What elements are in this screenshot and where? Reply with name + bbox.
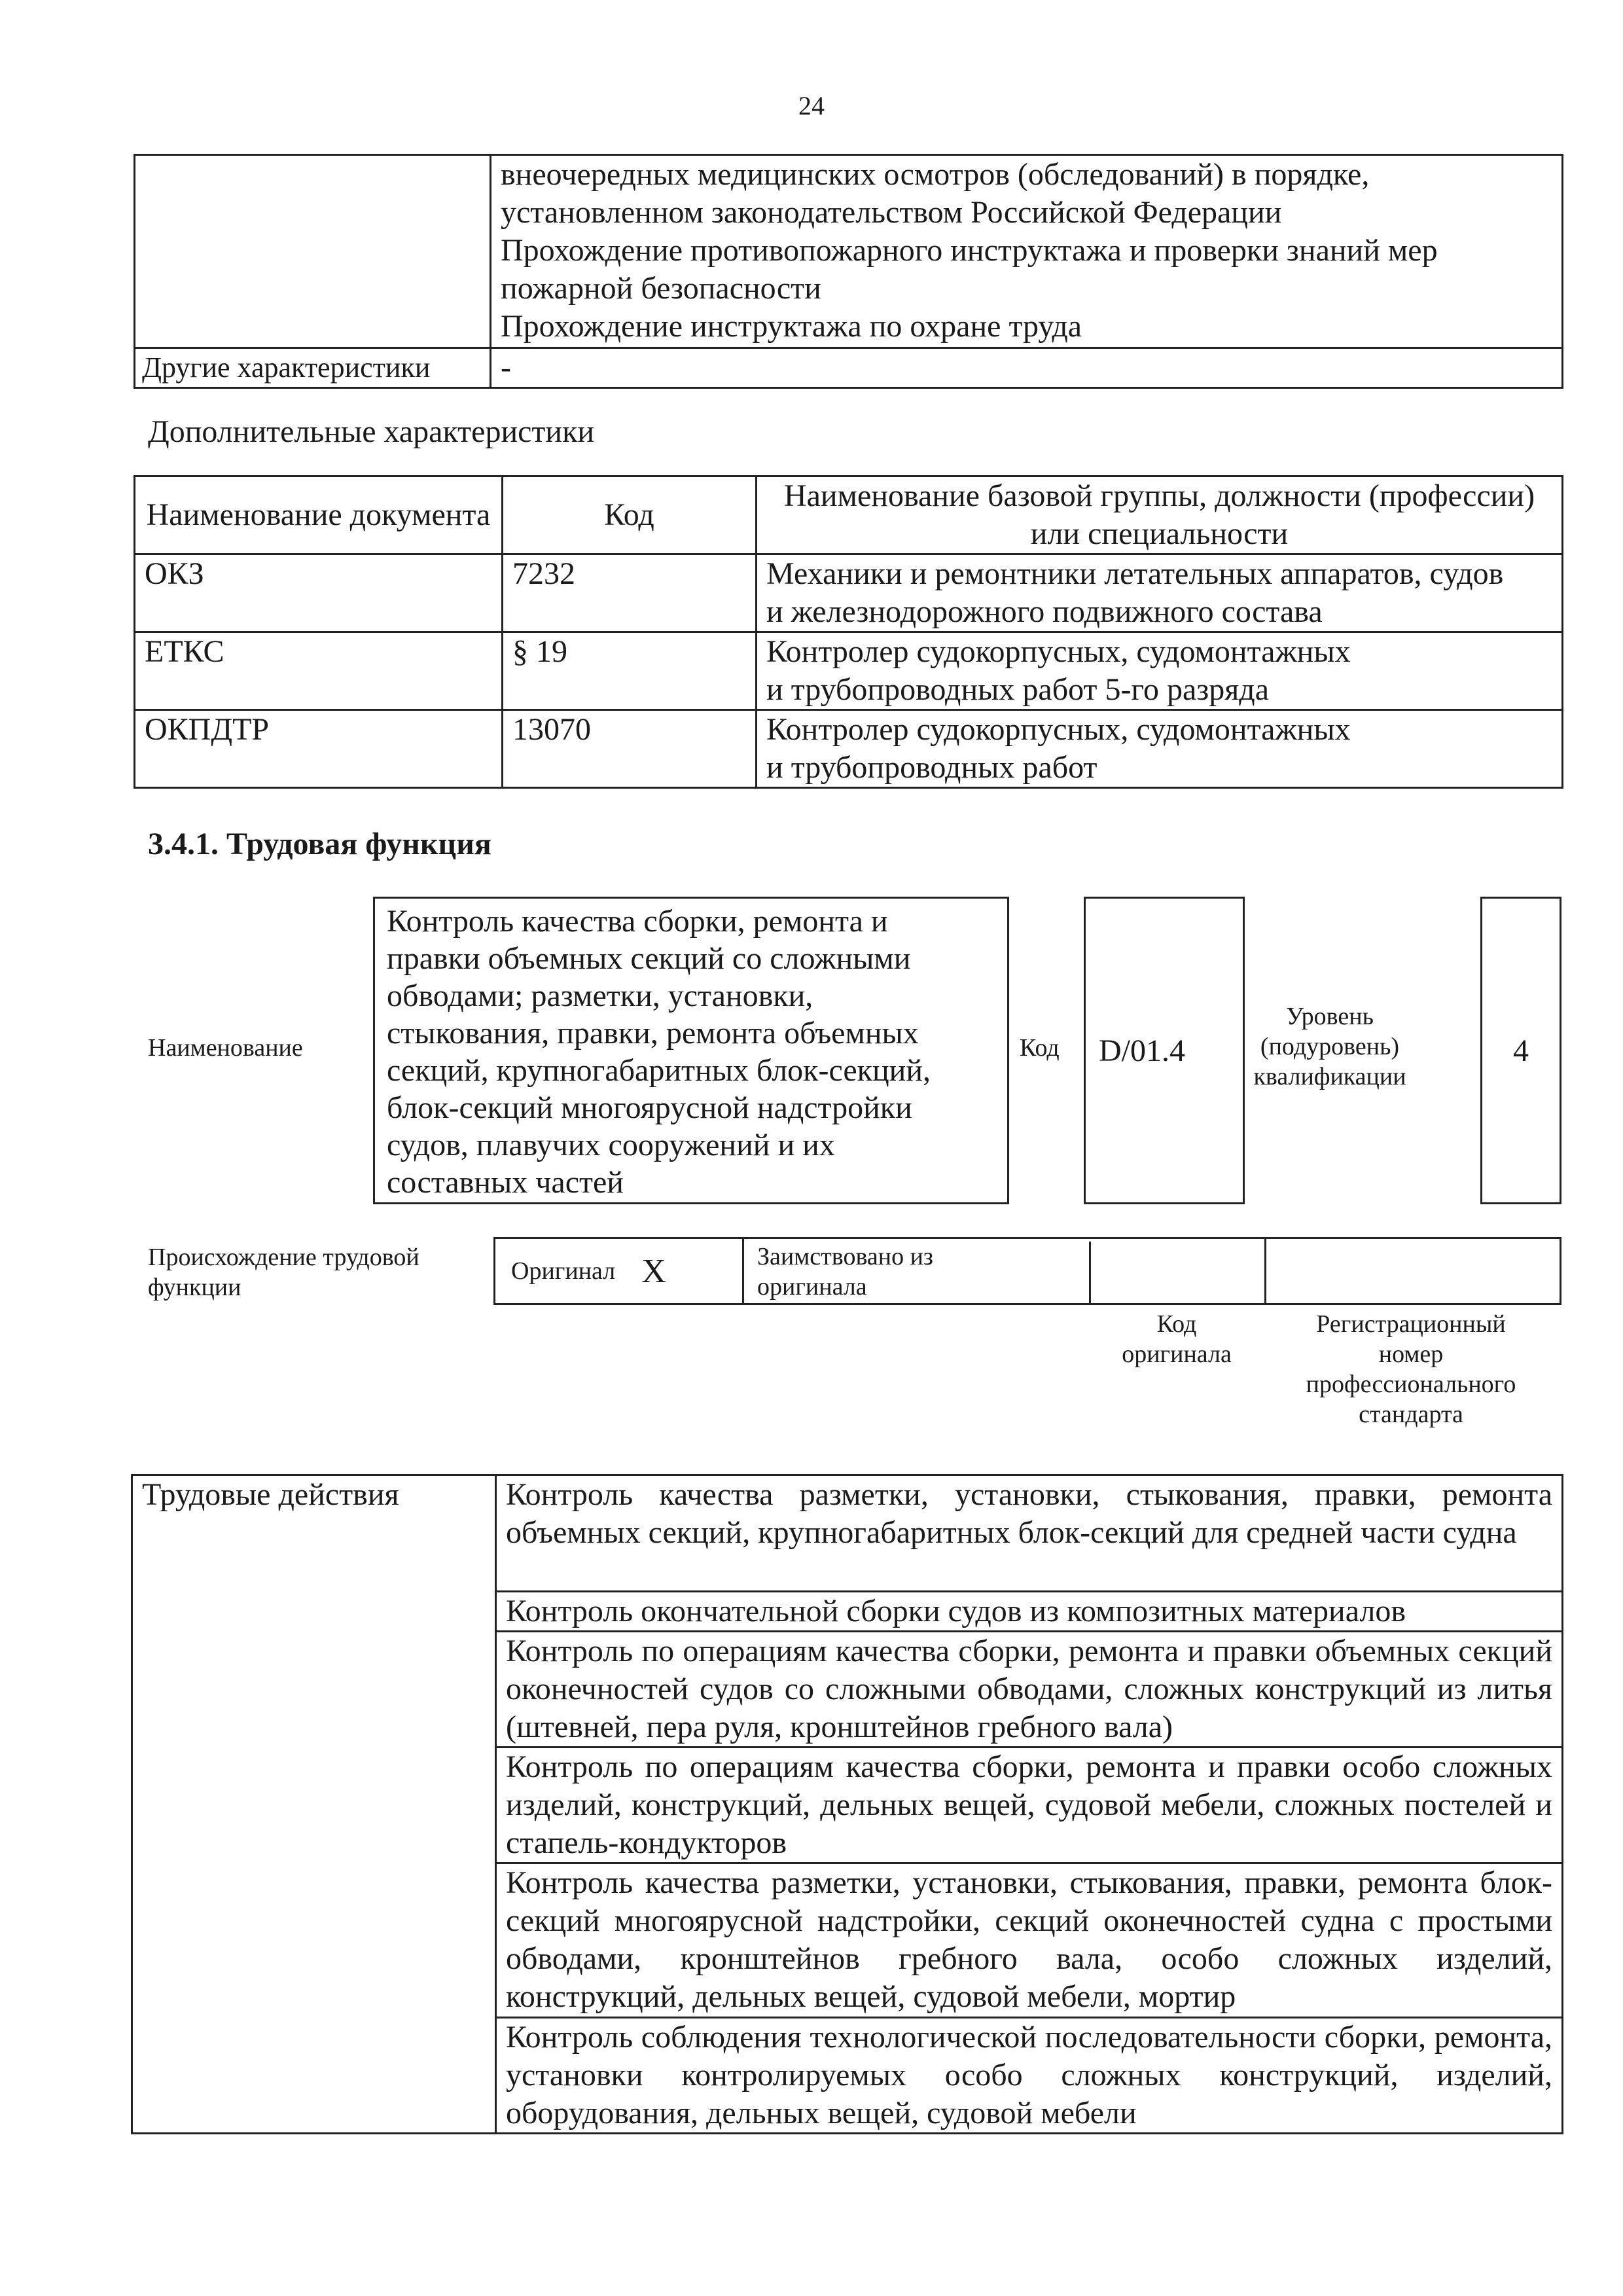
text-line: составных частей	[387, 1165, 624, 1200]
text-line: секций, крупногабаритных блок-секций,	[387, 1053, 931, 1088]
text-line: Прохождение противопожарного инструктажа и проверки знаний мер	[501, 233, 1438, 268]
original-mark: X	[641, 1252, 666, 1290]
section-heading: 3.4.1. Трудовая функция	[148, 827, 491, 861]
table-row	[132, 1475, 1563, 1592]
text-line: правки объемных секций со сложными	[387, 941, 911, 976]
text-line: -	[501, 350, 511, 385]
labor-action-item: Контроль соблюдения технологической последовательности сборки, ремонта, установки контролируемых особо сложных конструкций, изделий, оборудования, дельных вещей, судовой мебели	[496, 2018, 1563, 2134]
text-line: оригинала	[757, 1273, 867, 1300]
cell-group-name	[757, 632, 1563, 710]
labor-action-item: Контроль по операциям качества сборки, ремонта и правки объемных секций оконечностей судов со сложными обводами, сложных конструкций из литья (штевней, пера руля, кронштейнов гребного вала)	[496, 1632, 1563, 1748]
labor-action-item: Контроль по операциям качества сборки, ремонта и правки особо сложных изделий, конструкций, дельных вещей, судовой мебели, сложных постелей и стапель-кондукторов	[496, 1748, 1563, 1863]
header-group-name: Наименование базовой группы, должности (профессии) или специальности	[757, 476, 1563, 554]
function-name-label: Наименование	[148, 1034, 303, 1062]
text-line: функции	[148, 1274, 241, 1301]
text-line: пожарной безопасности	[501, 271, 821, 306]
cell-document: ОКЗ	[135, 554, 503, 632]
table-header-row	[135, 476, 1563, 554]
text-line: (подуровень)	[1260, 1033, 1400, 1060]
table-row	[135, 155, 1563, 348]
function-name-box	[373, 897, 1009, 1204]
text-line: Контроль качества сборки, ремонта и	[387, 904, 888, 939]
function-code-box	[1084, 897, 1245, 1204]
text-line: и железнодорожного подвижного состава	[766, 594, 1323, 629]
borrowed-cell	[744, 1242, 1091, 1303]
qualification-level-box	[1480, 897, 1561, 1204]
text-line: блок-секций многоярусной надстройки	[387, 1090, 912, 1125]
origin-table	[493, 1237, 1561, 1305]
text-line: квалификации	[1253, 1063, 1406, 1090]
table-cell-label	[135, 155, 491, 348]
text-line: Контролер судокорпусных, судомонтажных	[766, 634, 1351, 669]
text-line: и трубопроводных работ 5-го разряда	[766, 672, 1270, 707]
original-label: Оригинал	[511, 1257, 616, 1285]
text-line: и трубопроводных работ	[766, 750, 1097, 785]
qualification-level-label	[1251, 1001, 1408, 1092]
cell-group-name	[757, 710, 1563, 788]
cell-document: ЕТКС	[135, 632, 503, 710]
text-line: Код	[1156, 1310, 1197, 1338]
cell-document: ОКПДТР	[135, 710, 503, 788]
cell-group-name	[757, 554, 1563, 632]
header-code: Код	[503, 476, 757, 554]
other-characteristics-label: Другие характеристики	[135, 348, 491, 388]
prev-characteristics-table	[134, 154, 1563, 389]
text-line: стыкования, правки, ремонта объемных	[387, 1016, 919, 1050]
extra-characteristics-table	[134, 475, 1563, 789]
registration-number-caption	[1267, 1309, 1555, 1429]
original-code-caption	[1092, 1309, 1262, 1369]
text-line: Прохождение инструктажа по охране труда	[501, 309, 1082, 344]
table-row	[135, 710, 1563, 788]
function-code-label: Код	[1020, 1034, 1060, 1062]
qualification-level: 4	[1513, 1033, 1529, 1068]
cell-code: 13070	[503, 710, 757, 788]
text-line: Происхождение трудовой	[148, 1244, 419, 1271]
text-line: профессионального	[1306, 1371, 1516, 1398]
table-row	[135, 632, 1563, 710]
text-line: стандарта	[1359, 1401, 1463, 1428]
text-line: номер	[1378, 1340, 1444, 1368]
cell-code: § 19	[503, 632, 757, 710]
labor-actions-label: Трудовые действия	[132, 1475, 496, 2134]
text-line: обводами; разметки, установки,	[387, 978, 813, 1013]
labor-action-item: Контроль качества разметки, установки, стыкования, правки, ремонта объемных секций, крупногабаритных блок-секций для средней части судна	[496, 1475, 1563, 1592]
table-row	[135, 554, 1563, 632]
extra-characteristics-heading: Дополнительные характеристики	[148, 414, 595, 449]
text-line: Контролер судокорпусных, судомонтажных	[766, 712, 1351, 747]
text-line: судов, плавучих сооружений и их	[387, 1128, 835, 1162]
text-line: Механики и ремонтники летательных аппаратов, судов	[766, 556, 1504, 591]
text-line: Уровень	[1286, 1003, 1374, 1030]
table-cell-value	[491, 155, 1563, 348]
original-cell	[495, 1239, 744, 1303]
cell-code: 7232	[503, 554, 757, 632]
table-row	[135, 348, 1563, 388]
labor-action-item: Контроль качества разметки, установки, стыкования, правки, ремонта блок-секций многоярусной надстройки, секций оконечностей судна с простыми обводами, кронштейнов гребного вала, особо сложных изделий, конструкций, дельных вещей, судовой мебели, мортир	[496, 1863, 1563, 2018]
original-code-cell	[1091, 1239, 1266, 1303]
registration-number-cell	[1266, 1239, 1560, 1303]
text-line: Заимствовано из	[757, 1243, 933, 1270]
origin-label	[148, 1242, 419, 1302]
text-line: установленном законодательством Российской Федерации	[501, 195, 1282, 230]
header-document: Наименование документа	[135, 476, 503, 554]
other-characteristics-value	[491, 348, 1563, 388]
labor-action-item: Контроль окончательной сборки судов из композитных материалов	[496, 1592, 1563, 1632]
page-number: 24	[798, 91, 825, 120]
text-line: внеочередных медицинских осмотров (обследований) в порядке,	[501, 157, 1370, 192]
labor-actions-table	[131, 1474, 1563, 2134]
function-code: D/01.4	[1099, 1033, 1185, 1068]
text-line: оригинала	[1122, 1340, 1232, 1368]
text-line: Регистрационный	[1316, 1310, 1506, 1338]
